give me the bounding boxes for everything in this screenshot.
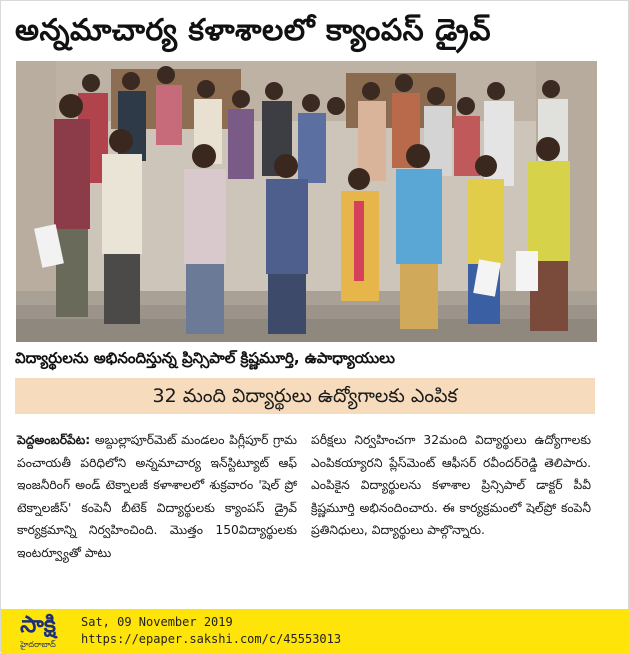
group-photo (16, 61, 597, 342)
headline: అన్నమాచార్య కళాశాలలో క్యాంపస్ డ్రైవ్ (15, 13, 492, 48)
article-column-left (17, 429, 297, 599)
article-column-right: పరీక్షలు నిర్వహించగా 32మంది విద్యార్థులు ఉద్యోగాలకు ఎంపికయ్యారని ప్లేస్‌మెంట్ ఆఫీసర్ రవీందర్‌రెడ్డి తెలిపారు. ఎంపికైన విద్యార్థులను కళాశాల ప్రిన్సిపాల్ డాక్టర్ పీవీ క్రిష్ణమూర్తి అభినందించారు. ఈ కార్యక్రమంలో షెల్‌ప్రో కంపెనీ ప్రతినిధులు, విద్యార్థులు పాల్గొన్నారు. (311, 433, 591, 537)
logo-text: సాక్షి (20, 612, 56, 638)
subheadline: 32 మంది విద్యార్థులు ఉద్యోగాలకు ఎంపిక (152, 385, 458, 407)
article-dateline: పెద్దఅంబర్‌పేట: (17, 433, 91, 447)
subheadline-box (15, 378, 595, 414)
logo-city: హైదరాబాద్ (20, 640, 56, 649)
group-photo-illustration (16, 61, 597, 342)
sakshi-logo[interactable] (5, 611, 71, 651)
article-left-text: అబ్దుల్లాపూర్‌మెట్ మండలం పిగ్లీపూర్ గ్రామ పంచాయతీ పరిధిలోని అన్నమాచార్య ఇన్‌స్టిట్యూట్ ఆఫ్ ఇంజనీరింగ్ అండ్ టెక్నాలజీ కళాశాలలో శుక్రవారం 'షెల్ ప్రో టెక్నాలజీస్' కంపెనీ బీటెక్ విద్యార్థులకు క్యాంపస్ డ్రైవ్ కార్యక్రమాన్ని నిర్వహించింది. మొత్తం 150విద్యార్థులకు ఇంటర్వ్యూతో పాటు (17, 433, 297, 560)
footer-bar (1, 609, 629, 653)
epaper-link[interactable]: https://epaper.sakshi.com/c/45553013 (81, 632, 342, 646)
publication-date: Sat, 09 November 2019 (81, 615, 233, 629)
photo-caption: విద్యార్థులను అభినందిస్తున్న ప్రిన్సిపాల్ క్రిష్ణమూర్తి, ఉపాధ్యాయులు (15, 349, 395, 367)
